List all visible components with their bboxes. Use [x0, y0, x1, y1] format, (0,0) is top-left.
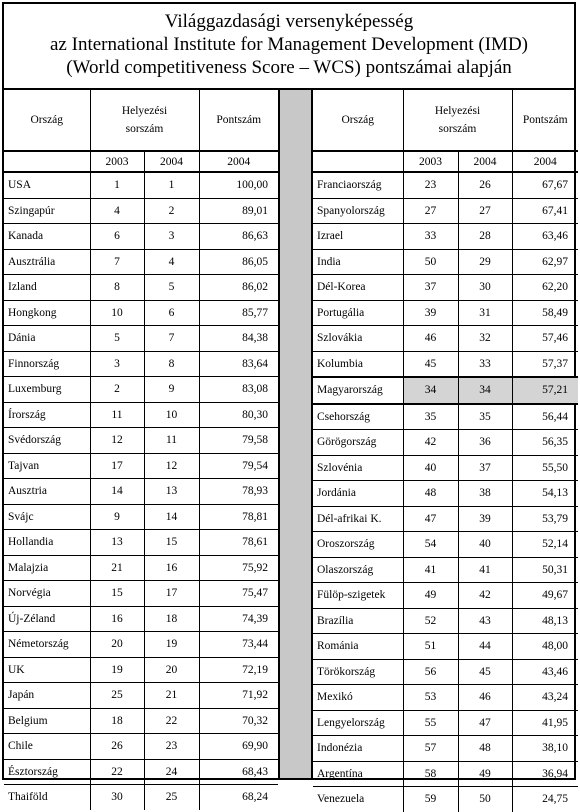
- header-rank: Helyezési sorszám: [403, 90, 512, 151]
- rank-2004-cell: 41: [458, 557, 512, 583]
- header-rank: Helyezési sorszám: [90, 90, 199, 151]
- score-cell: 86,02: [199, 275, 278, 301]
- score-cell: 43,24: [512, 685, 578, 711]
- rank-2003-cell: 20: [90, 632, 144, 658]
- rank-2003-cell: 58: [403, 761, 458, 787]
- rank-2004-cell: 36: [458, 430, 512, 456]
- rank-2003-cell: 53: [403, 685, 458, 711]
- rank-2003-cell: 13: [90, 530, 144, 556]
- table-row: [313, 710, 578, 736]
- rank-2003-cell: 3: [90, 351, 144, 377]
- country-cell: Svájc: [4, 504, 90, 530]
- header-score: Pontszám: [199, 90, 278, 151]
- country-cell: Izland: [4, 275, 90, 301]
- rank-2003-cell: 15: [90, 581, 144, 607]
- country-cell: Dánia: [4, 326, 90, 352]
- rank-2003-cell: 17: [90, 453, 144, 479]
- score-cell: 79,58: [199, 428, 278, 454]
- rank-2004-cell: 11: [144, 428, 199, 454]
- score-cell: 56,44: [512, 404, 578, 430]
- score-cell: 24,75: [512, 787, 578, 812]
- table-row: [4, 377, 278, 403]
- country-cell: Hongkong: [4, 300, 90, 326]
- rank-2003-cell: 46: [403, 326, 458, 352]
- table-row: [313, 172, 578, 198]
- table-row: [4, 530, 278, 556]
- rank-2003-cell: 49: [403, 583, 458, 609]
- rank-2004-cell: 50: [458, 787, 512, 812]
- table-title: [4, 4, 574, 90]
- country-cell: Thaiföld: [8, 791, 48, 804]
- country-cell: Csehország: [313, 404, 403, 430]
- rank-2003-cell: 14: [90, 479, 144, 505]
- rank-2003-cell: 27: [403, 198, 458, 224]
- left-table: [4, 90, 278, 810]
- rank-2004-cell: 40: [458, 532, 512, 558]
- score-cell: 54,13: [512, 481, 578, 507]
- table-row: [313, 455, 578, 481]
- score-cell: 62,20: [512, 275, 578, 301]
- rank-2004-cell: 3: [144, 224, 199, 250]
- table-row: [4, 708, 278, 734]
- score-cell: 48,13: [512, 608, 578, 634]
- country-cell: Görögország: [313, 430, 403, 456]
- country-cell: Dél-afrikai K.: [313, 506, 403, 532]
- table-row: [313, 198, 578, 224]
- rank-2004-cell: 28: [458, 224, 512, 250]
- score-cell: 80,30: [199, 402, 278, 428]
- score-cell: 73,44: [199, 632, 278, 658]
- table-row: [4, 504, 278, 530]
- header-blank: [313, 151, 403, 172]
- score-cell: 78,61: [199, 530, 278, 556]
- table-row: [4, 428, 278, 454]
- rank-2003-cell: 40: [403, 455, 458, 481]
- table-row: [4, 198, 278, 224]
- country-cell: Dél-Korea: [313, 275, 403, 301]
- country-cell: Portugália: [313, 300, 403, 326]
- score-cell: 100,00: [199, 172, 278, 198]
- score-cell: 79,54: [199, 453, 278, 479]
- score-cell: 57,46: [512, 326, 578, 352]
- score-cell: 67,41: [512, 198, 578, 224]
- rank-2003-cell: 1: [90, 172, 144, 198]
- table-row: [313, 659, 578, 685]
- table-row: [4, 606, 278, 632]
- country-cell: Szingapúr: [4, 198, 90, 224]
- rank-2004-cell: 9: [144, 377, 199, 403]
- score-cell: 50,31: [512, 557, 578, 583]
- rank-2003-cell: 57: [403, 736, 458, 762]
- rank-2004-cell: 7: [144, 326, 199, 352]
- score-cell: 36,94: [512, 761, 578, 787]
- country-cell: Belgium: [4, 708, 90, 734]
- table-row: [313, 787, 578, 812]
- score-cell: 41,95: [512, 710, 578, 736]
- rank-2004-cell: 18: [144, 606, 199, 632]
- left-table-body: [4, 172, 278, 810]
- title-line-3: (World competitiveness Score – WCS) pontszámai alapján: [66, 57, 512, 78]
- table-row: [4, 326, 278, 352]
- rank-2004-cell: 35: [458, 404, 512, 430]
- rank-2003-cell: 11: [90, 402, 144, 428]
- country-cell: Argentína: [313, 761, 403, 787]
- country-cell: Fülöp-szigetek: [313, 583, 403, 609]
- score-cell: 58,49: [512, 300, 578, 326]
- header-blank: [4, 151, 90, 172]
- rank-2004-cell: 49: [458, 761, 512, 787]
- country-cell: Szlovénia: [313, 455, 403, 481]
- country-cell: Oroszország: [313, 532, 403, 558]
- rank-2003-cell: 23: [403, 172, 458, 198]
- rank-2004-cell: 45: [458, 659, 512, 685]
- table-row: [4, 632, 278, 658]
- rank-2003-cell: 56: [403, 659, 458, 685]
- rank-2003-cell: 6: [90, 224, 144, 250]
- score-cell: 56,35: [512, 430, 578, 456]
- score-cell: 84,38: [199, 326, 278, 352]
- table-row: [313, 557, 578, 583]
- header-year-2003: 2003: [403, 151, 458, 172]
- table-row: [4, 402, 278, 428]
- country-cell: India: [313, 249, 403, 275]
- score-cell: 74,39: [199, 606, 278, 632]
- score-cell: 43,46: [512, 659, 578, 685]
- title-line-1: Világgazdasági versenyképesség: [164, 11, 414, 32]
- right-table-body: [313, 172, 578, 812]
- rank-2004-cell: 34: [458, 377, 512, 404]
- country-cell: Ausztria: [4, 479, 90, 505]
- country-cell: Norvégia: [4, 581, 90, 607]
- score-cell: 78,93: [199, 479, 278, 505]
- table-row: [4, 479, 278, 505]
- rank-2003-cell: 10: [90, 300, 144, 326]
- country-cell: Svédország: [4, 428, 90, 454]
- table-row: [313, 761, 578, 787]
- rank-2003-cell: 16: [90, 606, 144, 632]
- score-cell: 75,92: [199, 555, 278, 581]
- table-row: [313, 506, 578, 532]
- country-cell: Kanada: [4, 224, 90, 250]
- score-cell: 55,50: [512, 455, 578, 481]
- country-cell: Magyarország: [313, 377, 403, 404]
- header-score: Pontszám: [512, 90, 578, 151]
- score-cell: 63,46: [512, 224, 578, 250]
- rank-2004-cell: 6: [144, 300, 199, 326]
- rank-2004-cell: 29: [458, 249, 512, 275]
- country-cell: Jordánia: [313, 481, 403, 507]
- country-cell: Írország: [4, 402, 90, 428]
- rank-2004-cell: 12: [144, 453, 199, 479]
- country-cell: Tajvan: [4, 453, 90, 479]
- table-row: [313, 685, 578, 711]
- table-row: [313, 249, 578, 275]
- rank-2003-cell: 59: [403, 787, 458, 812]
- country-cell: Olaszország: [313, 557, 403, 583]
- score-cell: 68,24: [199, 785, 278, 810]
- country-cell: Németország: [4, 632, 90, 658]
- country-cell: UK: [4, 657, 90, 683]
- rank-2004-cell: 30: [458, 275, 512, 301]
- rank-2004-cell: 39: [458, 506, 512, 532]
- rank-2004-cell: 26: [458, 172, 512, 198]
- rank-2003-cell: 21: [90, 555, 144, 581]
- table-row: [4, 759, 278, 785]
- table-row: [4, 581, 278, 607]
- table-row: [313, 736, 578, 762]
- header-country: Ország: [4, 90, 90, 151]
- rank-2004-cell: 5: [144, 275, 199, 301]
- rank-2003-cell: 34: [403, 377, 458, 404]
- score-cell: 49,67: [512, 583, 578, 609]
- country-cell: Törökország: [313, 659, 403, 685]
- table-row: [313, 430, 578, 456]
- rank-2003-cell: 2: [90, 377, 144, 403]
- rank-2003-cell: 9: [90, 504, 144, 530]
- country-cell: Mexikó: [313, 685, 403, 711]
- rank-2004-cell: 32: [458, 326, 512, 352]
- table-row: [4, 453, 278, 479]
- country-cell: Ausztrália: [4, 249, 90, 275]
- country-cell: Franciaország: [313, 172, 403, 198]
- country-cell: Románia: [313, 634, 403, 660]
- rank-2004-cell: 1: [144, 172, 199, 198]
- table-row: [313, 634, 578, 660]
- rank-2003-cell: 54: [403, 532, 458, 558]
- country-cell: Brazília: [313, 608, 403, 634]
- country-cell: Finnország: [4, 351, 90, 377]
- score-cell: 70,32: [199, 708, 278, 734]
- table-row: [313, 275, 578, 301]
- table-row-highlighted: [313, 377, 578, 404]
- score-cell: 53,79: [512, 506, 578, 532]
- score-cell: 85,77: [199, 300, 278, 326]
- table-row: [313, 583, 578, 609]
- table-row: [4, 224, 278, 250]
- score-cell: 86,05: [199, 249, 278, 275]
- score-cell: 72,19: [199, 657, 278, 683]
- rank-2004-cell: 27: [458, 198, 512, 224]
- table-row: [313, 532, 578, 558]
- rank-2004-cell: 22: [144, 708, 199, 734]
- score-cell: 57,21: [512, 377, 578, 404]
- rank-2004-cell: 46: [458, 685, 512, 711]
- rank-2003-cell: 39: [403, 300, 458, 326]
- rank-2004-cell: 25: [144, 785, 199, 810]
- table-row: [4, 275, 278, 301]
- rank-2004-cell: 13: [144, 479, 199, 505]
- score-cell: 86,63: [199, 224, 278, 250]
- country-cell: Új-Zéland: [4, 606, 90, 632]
- table-row: [313, 300, 578, 326]
- rank-2004-cell: 15: [144, 530, 199, 556]
- rank-2003-cell: 45: [403, 351, 458, 377]
- rank-2004-cell: 8: [144, 351, 199, 377]
- competitiveness-table: [2, 2, 576, 806]
- rank-2003-cell: 19: [90, 657, 144, 683]
- country-cell: Indonézia: [313, 736, 403, 762]
- score-cell: 69,90: [199, 734, 278, 760]
- header-country: Ország: [313, 90, 403, 151]
- rank-2004-cell: 48: [458, 736, 512, 762]
- score-cell: 48,00: [512, 634, 578, 660]
- rank-2003-cell: 33: [403, 224, 458, 250]
- country-cell: Lengyelország: [313, 710, 403, 736]
- country-cell: Hollandia: [4, 530, 90, 556]
- score-cell: 83,64: [199, 351, 278, 377]
- table-row: [4, 734, 278, 760]
- score-cell: 52,14: [512, 532, 578, 558]
- score-cell: 78,81: [199, 504, 278, 530]
- table-row: [313, 224, 578, 250]
- country-cell: Spanyolország: [313, 198, 403, 224]
- header-year-2004: 2004: [458, 151, 512, 172]
- score-cell: 75,47: [199, 581, 278, 607]
- header-year-2003: 2003: [90, 151, 144, 172]
- country-cell: Kolumbia: [313, 351, 403, 377]
- rank-2004-cell: 10: [144, 402, 199, 428]
- rank-2003-cell: 35: [403, 404, 458, 430]
- rank-2004-cell: 21: [144, 683, 199, 709]
- rank-2003-cell: 48: [403, 481, 458, 507]
- country-cell: Izrael: [313, 224, 403, 250]
- country-cell: Chile: [4, 734, 90, 760]
- rank-2003-cell: 50: [403, 249, 458, 275]
- rank-2003-cell: 51: [403, 634, 458, 660]
- country-cell: USA: [4, 172, 90, 198]
- rank-2003-cell: 22: [90, 759, 144, 785]
- table-row: [4, 249, 278, 275]
- table-row: [4, 351, 278, 377]
- table-row: [4, 172, 278, 198]
- header-score-year: 2004: [199, 151, 278, 172]
- score-cell: 57,37: [512, 351, 578, 377]
- rank-2004-cell: 47: [458, 710, 512, 736]
- header-score-year: 2004: [512, 151, 578, 172]
- table-row: [313, 404, 578, 430]
- rank-2003-cell: 25: [90, 683, 144, 709]
- table-row: [4, 555, 278, 581]
- rank-2003-cell: 41: [403, 557, 458, 583]
- rank-2004-cell: 37: [458, 455, 512, 481]
- country-cell: Venezuela: [317, 793, 365, 806]
- rank-2003-cell: 47: [403, 506, 458, 532]
- rank-2004-cell: 33: [458, 351, 512, 377]
- rank-2004-cell: 17: [144, 581, 199, 607]
- header-year-2004: 2004: [144, 151, 199, 172]
- rank-2003-cell: 37: [403, 275, 458, 301]
- rank-2003-cell: 12: [90, 428, 144, 454]
- rank-2004-cell: 43: [458, 608, 512, 634]
- rank-2003-cell: 18: [90, 708, 144, 734]
- score-cell: 83,08: [199, 377, 278, 403]
- table-row: [4, 785, 278, 810]
- country-cell: Japán: [4, 683, 90, 709]
- rank-2004-cell: 14: [144, 504, 199, 530]
- column-separator: [278, 90, 313, 778]
- rank-2004-cell: 23: [144, 734, 199, 760]
- rank-2003-cell: 26: [90, 734, 144, 760]
- rank-2003-cell: 4: [90, 198, 144, 224]
- table-row: [313, 351, 578, 377]
- country-cell: Luxemburg: [4, 377, 90, 403]
- table-row: [4, 657, 278, 683]
- rank-2004-cell: 31: [458, 300, 512, 326]
- country-cell: Szlovákia: [313, 326, 403, 352]
- score-cell: 71,92: [199, 683, 278, 709]
- table-row: [4, 683, 278, 709]
- rank-2004-cell: 16: [144, 555, 199, 581]
- rank-2003-cell: 8: [90, 275, 144, 301]
- rank-2003-cell: 5: [90, 326, 144, 352]
- table-row: [313, 608, 578, 634]
- rank-2003-cell: 55: [403, 710, 458, 736]
- country-cell: Észtország: [4, 759, 90, 785]
- score-cell: 68,43: [199, 759, 278, 785]
- rank-2003-cell: 30: [90, 785, 144, 810]
- rank-2004-cell: 38: [458, 481, 512, 507]
- title-line-2: az International Institute for Management Development (IMD): [50, 34, 528, 55]
- table-row: [313, 481, 578, 507]
- right-table: [313, 90, 578, 812]
- rank-2004-cell: 4: [144, 249, 199, 275]
- score-cell: 38,10: [512, 736, 578, 762]
- rank-2004-cell: 44: [458, 634, 512, 660]
- rank-2004-cell: 19: [144, 632, 199, 658]
- rank-2004-cell: 24: [144, 759, 199, 785]
- rank-2004-cell: 2: [144, 198, 199, 224]
- score-cell: 89,01: [199, 198, 278, 224]
- rank-2003-cell: 52: [403, 608, 458, 634]
- table-row: [313, 326, 578, 352]
- rank-2003-cell: 42: [403, 430, 458, 456]
- table-row: [4, 300, 278, 326]
- score-cell: 67,67: [512, 172, 578, 198]
- country-cell: Malajzia: [4, 555, 90, 581]
- score-cell: 62,97: [512, 249, 578, 275]
- rank-2004-cell: 42: [458, 583, 512, 609]
- rank-2003-cell: 7: [90, 249, 144, 275]
- rank-2004-cell: 20: [144, 657, 199, 683]
